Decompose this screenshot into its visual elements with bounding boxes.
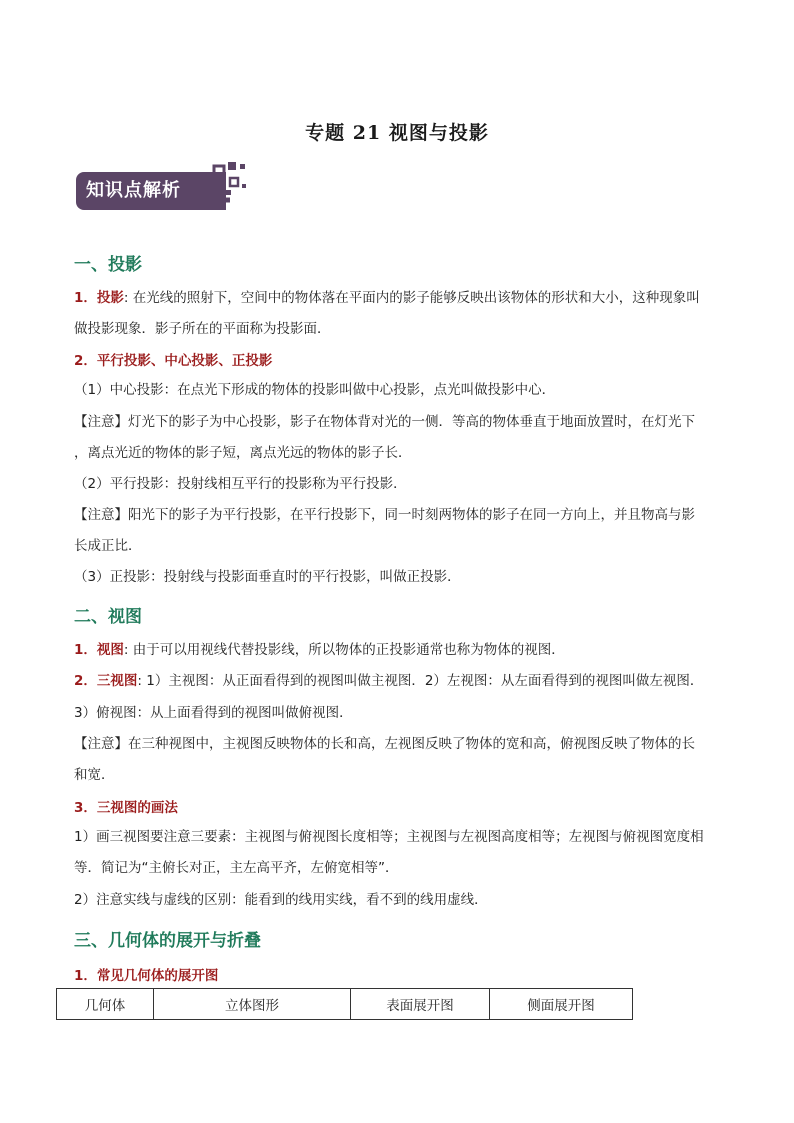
text: : 1）主视图：从正面看得到的视图叫做主视图．2）左视图：从左面看得到的视图叫做左视图． — [137, 673, 704, 689]
line-central-projection: （1）中心投影：在点光下形成的物体的投影叫做中心投影，点光叫做投影中心． — [74, 382, 556, 398]
paragraph-projection-1 — [74, 288, 700, 308]
note-parallel-b: 长成正比． — [74, 538, 142, 554]
note-views-b: 和宽． — [74, 767, 115, 783]
column-header: 几何体 — [57, 989, 154, 1020]
line-parallel-projection: （2）平行投影：投射线相互平行的投影称为平行投影． — [74, 476, 407, 492]
section-heading-views: 二、视图 — [74, 607, 142, 627]
subheading-drawing-method: 3．三视图的画法 — [74, 800, 178, 816]
text: : 由于可以用视线代替投影线，所以物体的正投影通常也称为物体的视图． — [123, 642, 565, 658]
nets-table — [56, 988, 633, 1020]
note-central-b: ，离点光近的物体的影子短，离点光远的物体的影子长． — [74, 445, 412, 461]
keyword-three-views: 2．三视图 — [74, 673, 138, 689]
section-heading-nets: 三、几何体的展开与折叠 — [74, 931, 261, 951]
note-parallel-a: 【注意】阳光下的影子为平行投影，在平行投影下，同一时刻两物体的影子在同一方向上，并且物高与影 — [74, 507, 695, 523]
note-views-a: 【注意】在三种视图中，主视图反映物体的长和高，左视图反映了物体的宽和高，俯视图反映了物体的长 — [74, 736, 695, 752]
paragraph-view-definition — [74, 640, 565, 660]
column-header: 立体图形 — [154, 989, 351, 1020]
line-drawing-3: 2）注意实线与虚线的区别：能看到的线用实线，看不到的线用虚线． — [74, 892, 488, 908]
line-drawing-1: 1）画三视图要注意三要素：主视图与俯视图长度相等；主视图与左视图高度相等；左视图与俯视图宽度相 — [74, 829, 704, 845]
section-heading-projection: 一、投影 — [74, 255, 142, 275]
badge-decoration-icon — [200, 160, 256, 210]
paragraph-three-views — [74, 671, 703, 691]
knowledge-badge — [76, 160, 256, 216]
column-header: 侧面展开图 — [490, 989, 633, 1020]
note-central-a: 【注意】灯光下的影子为中心投影，影子在物体背对光的一侧．等高的物体垂直于地面放置时，在灯光下 — [74, 414, 695, 430]
subheading-common-nets: 1．常见几何体的展开图 — [74, 968, 219, 984]
line-top-view: 3）俯视图：从上面看得到的视图叫做俯视图． — [74, 705, 353, 721]
text: : 在光线的照射下，空间中的物体落在平面内的影子能够反映出该物体的形状和大小，这种现象叫 — [123, 290, 700, 306]
table-header-row — [57, 989, 633, 1020]
subheading-projection-types: 2．平行投影、中心投影、正投影 — [74, 353, 273, 369]
page-title: 专题 21 视图与投影 — [305, 122, 489, 144]
keyword-view: 1．视图 — [74, 642, 124, 658]
paragraph-projection-2: 做投影现象．影子所在的平面称为投影面． — [74, 321, 331, 337]
badge-label: 知识点解析 — [86, 180, 181, 201]
line-drawing-2: 等．简记为“主俯长对正，主左高平齐，左俯宽相等”． — [74, 860, 399, 876]
line-orthographic-projection: （3）正投影：投射线与投影面垂直时的平行投影，叫做正投影． — [74, 569, 461, 585]
column-header: 表面展开图 — [351, 989, 490, 1020]
keyword-projection: 1．投影 — [74, 290, 124, 306]
